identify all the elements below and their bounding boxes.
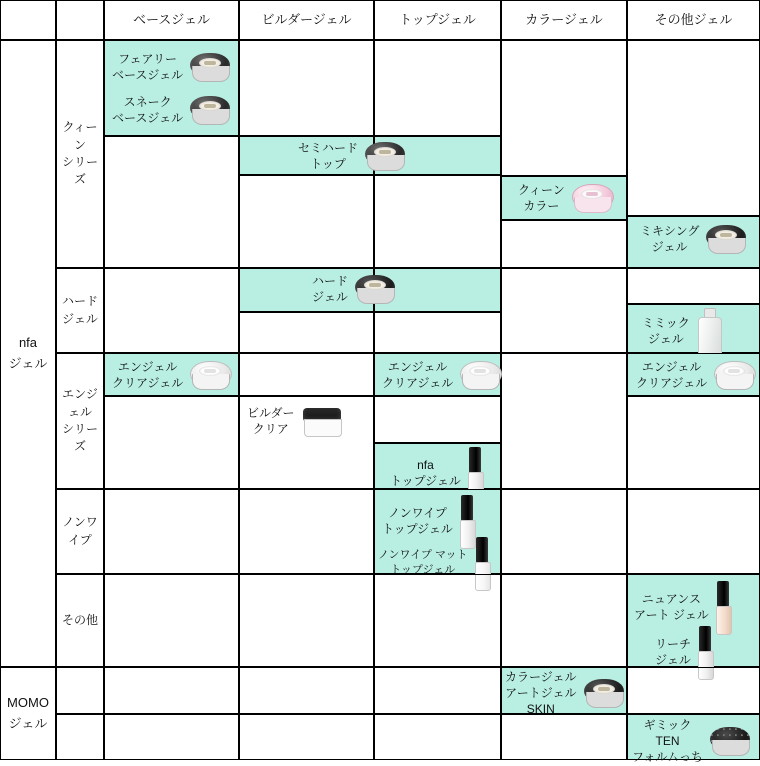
jar-icon <box>189 50 231 84</box>
product-hard-gel-line2: ジェル <box>312 290 348 304</box>
cell-momo2-builder-empty <box>239 714 374 760</box>
cell-hard-builder-empty <box>239 312 374 353</box>
product-mimic-gel-line2: ジェル <box>648 332 684 346</box>
jar-icon <box>189 93 231 127</box>
cell-momo2-base-empty <box>104 714 239 760</box>
cell-nonwipe-builder-empty <box>239 489 374 574</box>
product-builder-clear-line1: ビルダー <box>247 405 295 420</box>
product-angel-clear-gel-other-line1: エンジェル <box>641 359 702 374</box>
product-mixing-gel-label <box>640 223 699 255</box>
product-mixing-gel-line2: ジェル <box>651 240 688 254</box>
product-angel-clear-gel-base-line1: エンジェル <box>117 359 178 374</box>
product-gimmick-ten-formucchi-line1: ギミック <box>643 718 692 732</box>
product-angel-clear-gel-base <box>112 358 231 392</box>
cell-other-base-empty <box>104 574 239 667</box>
product-reach-gel-label <box>655 636 691 668</box>
product-semihard-top-label <box>298 140 358 172</box>
series-label-angel-line1: エンジェル <box>62 387 98 419</box>
product-mimic-gel <box>642 308 722 354</box>
product-angel-clear-gel-top <box>382 358 501 392</box>
cell-other-color-empty <box>501 574 627 667</box>
column-header-top-gel: トップジェル <box>374 0 501 40</box>
jar-icon <box>571 181 613 215</box>
product-snake-base-gel-line2: ベースジェル <box>112 111 184 125</box>
cell-angel-builder-empty <box>239 353 374 396</box>
cell-queen-base-gel-empty <box>104 136 239 268</box>
jar-icon <box>301 404 343 438</box>
product-nuance-art-gel-line1: ニュアンス <box>641 591 701 606</box>
product-color-gel-art-gel-skin-line1: カラージェル <box>505 670 577 684</box>
series-label-angel <box>56 353 104 489</box>
cell-angel-other-empty <box>627 396 760 489</box>
series-label-nonwipe <box>56 489 104 574</box>
column-header-color-gel: カラージェル <box>501 0 627 40</box>
jar-icon <box>709 724 751 758</box>
product-nonwipe-top-gel-label <box>382 505 453 537</box>
series-label-momo-row1 <box>56 667 104 714</box>
cell-hard-color-gel-empty <box>501 268 627 353</box>
brand-label-momo <box>0 667 56 760</box>
brand-label-nfa-line2: ジェル <box>8 355 48 371</box>
cell-queen-builder-gel-empty2 <box>239 175 374 268</box>
cell-queen-other-gel-empty <box>627 40 760 216</box>
column-header-builder-gel: ビルダージェル <box>239 0 374 40</box>
product-semihard-top <box>298 139 406 173</box>
cell-queen-builder-gel-empty <box>239 40 374 136</box>
brand-label-nfa-line1: nfa <box>18 334 38 350</box>
series-label-queen-line2: シリーズ <box>61 155 98 187</box>
jar-icon <box>189 358 231 392</box>
cell-momo1-builder-empty <box>239 667 374 714</box>
product-snake-base-gel-label <box>112 94 183 126</box>
cell-queen-top-gel-empty <box>374 40 501 136</box>
product-hard-gel-line1: ハード <box>312 273 349 288</box>
product-fairy-base-gel-line2: ベースジェル <box>112 68 184 82</box>
cell-momo1-other-empty <box>627 667 760 714</box>
cell-queen-top-gel-empty2 <box>374 175 501 268</box>
cell-angel-color-empty <box>501 353 627 489</box>
series-label-queen <box>56 40 104 268</box>
product-snake-base-gel-line1: スネーク <box>123 94 172 109</box>
product-fairy-base-gel-line1: フェアリー <box>118 51 178 66</box>
product-snake-base-gel <box>112 93 231 127</box>
product-queen-color <box>518 181 613 215</box>
product-angel-clear-gel-top-line1: エンジェル <box>387 359 448 374</box>
product-nuance-art-gel-line2: アート ジェル <box>634 608 709 622</box>
product-builder-clear-line2: クリア <box>252 422 289 436</box>
product-builder-clear-label <box>247 405 295 437</box>
product-color-gel-art-gel-skin <box>505 669 625 718</box>
jar-icon <box>354 272 396 306</box>
product-fairy-base-gel-label <box>112 51 183 83</box>
cell-hard-base-gel-empty <box>104 268 239 353</box>
product-angel-clear-gel-other-line2: クリアジェル <box>636 376 708 390</box>
brand-label-momo-line2: ジェル <box>8 715 48 731</box>
column-header-base-gel: ベースジェル <box>104 0 239 40</box>
product-semihard-top-line1: セミハード <box>298 140 359 155</box>
cell-momo2-color-empty <box>501 714 627 760</box>
product-fairy-base-gel <box>112 50 231 84</box>
cell-queen-color-gel-empty <box>501 40 627 176</box>
cell-other-builder-empty <box>239 574 374 667</box>
product-nonwipe-matte-top-gel-line1: ノンワイプ マット <box>378 549 468 562</box>
product-gimmick-ten-formucchi-line2: TEN <box>655 734 680 749</box>
jar-icon <box>459 358 501 392</box>
product-mimic-gel-label <box>642 315 690 347</box>
brand-label-momo-line1: MOMO <box>7 694 49 710</box>
product-nfa-top-gel-line1: nfa <box>417 457 434 472</box>
product-angel-clear-gel-other-label <box>636 359 707 391</box>
cell-angel-top-empty <box>374 396 501 443</box>
series-label-nonwipe-line1: ノンワイプ <box>62 515 98 547</box>
series-label-hard <box>56 268 104 353</box>
product-gimmick-ten-formucchi-label <box>632 717 703 766</box>
product-angel-clear-gel-top-line2: クリアジェル <box>382 376 454 390</box>
cell-nonwipe-other-empty <box>627 489 760 574</box>
product-nuance-art-gel-label <box>634 591 709 623</box>
cell-momo2-top-empty <box>374 714 501 760</box>
product-color-gel-art-gel-skin-line2: アートジェル <box>505 686 577 701</box>
product-mixing-gel <box>640 222 747 256</box>
product-color-gel-art-gel-skin-line3: SKIN <box>526 702 555 717</box>
series-label-queen-line1: クィーン <box>62 120 98 152</box>
product-hard-gel-label <box>312 273 348 305</box>
cell-other-top-empty <box>374 574 501 667</box>
product-reach-gel-line1: リーチ <box>655 636 692 651</box>
product-queen-color-label <box>518 182 565 214</box>
series-label-hard-line1: ハード <box>61 294 98 309</box>
product-nonwipe-top-gel-line2: トップジェル <box>382 522 453 536</box>
jar-icon <box>705 222 747 256</box>
series-label-hard-line2: ジェル <box>62 311 98 326</box>
product-mixing-gel-line1: ミキシング <box>640 223 700 238</box>
series-label-momo-row2 <box>56 714 104 760</box>
cell-hard-other-empty <box>627 268 760 304</box>
column-header-other-gel: その他ジェル <box>627 0 760 40</box>
product-nonwipe-matte-top-gel-line2: トップジェル <box>390 564 456 576</box>
cell-angel-base-empty <box>104 396 239 489</box>
series-label-other-line1: その他 <box>61 612 98 627</box>
bottle-icon <box>715 581 731 633</box>
product-gimmick-ten-formucchi <box>632 717 751 766</box>
product-color-gel-art-gel-skin-label <box>505 669 577 718</box>
tube-icon <box>696 308 722 354</box>
cell-nonwipe-color-empty <box>501 489 627 574</box>
product-queen-color-line2: カラー <box>523 199 560 213</box>
product-angel-clear-gel-other <box>636 358 755 392</box>
product-nfa-top-gel-line2: トップジェル <box>390 474 461 488</box>
cell-queen-color-gel-empty2 <box>501 220 627 268</box>
product-hard-gel <box>312 272 396 306</box>
product-angel-clear-gel-top-label <box>382 359 453 391</box>
product-nfa-top-gel-label <box>390 457 461 489</box>
product-angel-clear-gel-base-line2: クリアジェル <box>112 376 184 390</box>
cell-momo1-top-empty <box>374 667 501 714</box>
jar-icon <box>713 358 755 392</box>
cell-hard-top-gel-empty <box>374 312 501 353</box>
product-builder-clear <box>247 404 343 438</box>
header-corner-brand <box>0 0 56 40</box>
product-gimmick-ten-formucchi-line3: フォルムっち <box>632 750 704 765</box>
series-label-other <box>56 574 104 667</box>
product-angel-clear-gel-base-label <box>112 359 183 391</box>
cell-nonwipe-base-empty <box>104 489 239 574</box>
product-semihard-top-line2: トップ <box>310 157 346 171</box>
product-queen-color-line1: クィーン <box>518 182 565 197</box>
header-corner-series <box>56 0 104 40</box>
product-mimic-gel-line1: ミミック <box>642 315 690 330</box>
jar-icon <box>364 139 406 173</box>
jar-icon <box>583 676 625 710</box>
series-label-angel-line2: シリーズ <box>61 422 98 454</box>
product-reach-gel-line2: ジェル <box>655 653 691 667</box>
cell-momo1-base-empty <box>104 667 239 714</box>
product-nonwipe-top-gel-line1: ノンワイプ <box>388 505 447 520</box>
brand-label-nfa <box>0 40 56 667</box>
